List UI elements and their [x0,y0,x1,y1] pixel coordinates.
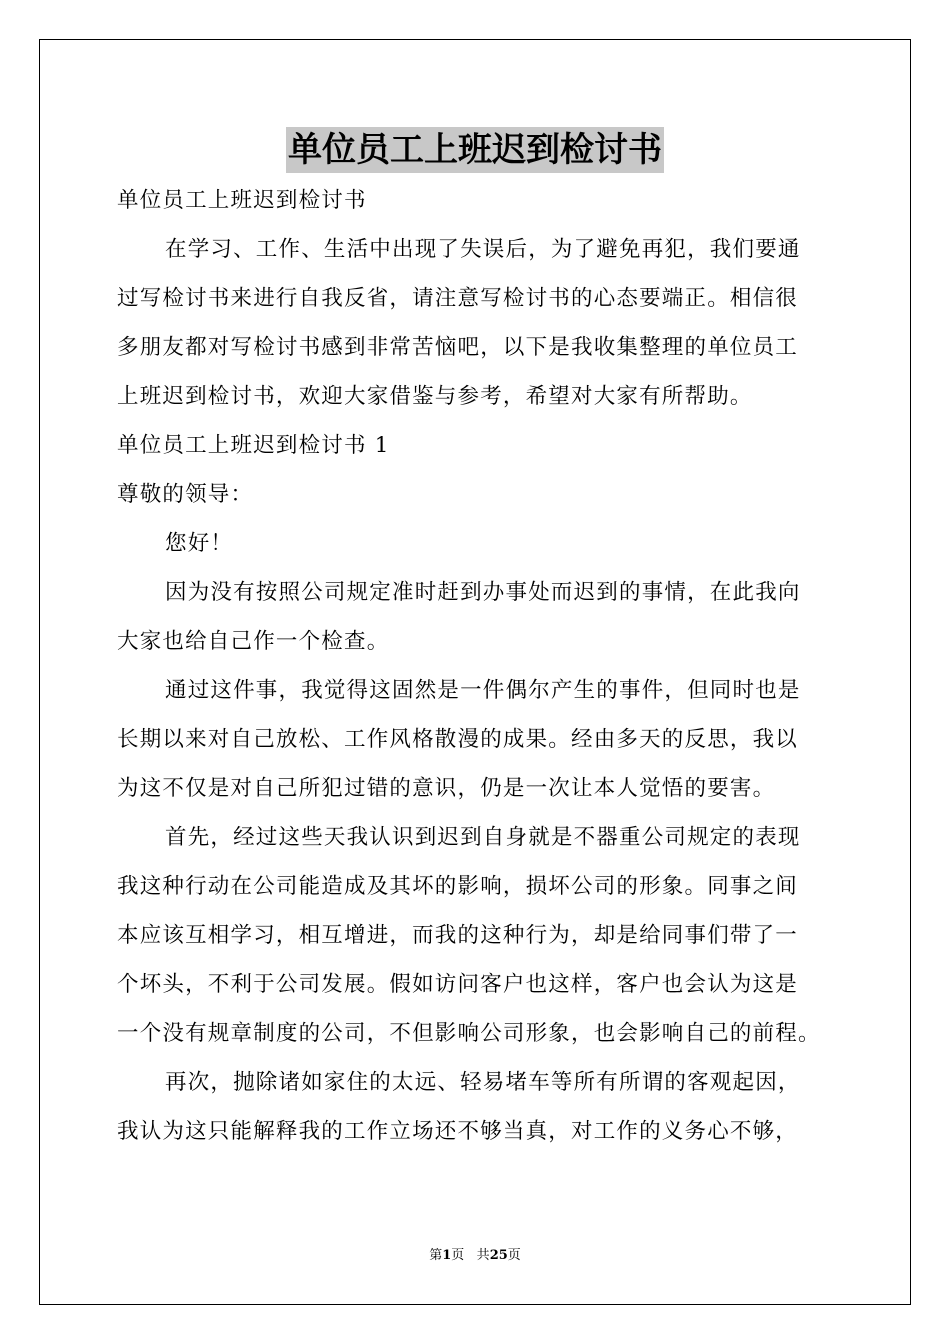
body-line: 因为没有按照公司规定准时赶到办事处而迟到的事情，在此我向 [165,580,801,605]
page-unit: 页 [451,1248,465,1263]
body-line: 本应该互相学习，相互增进，而我的这种行为，却是给同事们带了一 [117,923,799,948]
body-line: 大家也给自己作一个检查。 [117,629,390,654]
page-footer [0,1248,950,1264]
body-line: 单位员工上班迟到检讨书 [117,188,367,213]
body-line: 为这不仅是对自己所犯过错的意识，仍是一次让本人觉悟的要害。 [117,776,776,801]
body-line: 多朋友都对写检讨书感到非常苦恼吧，以下是我收集整理的单位员工 [117,335,799,360]
page-prefix: 第 [429,1248,443,1263]
salutation: 尊敬的领导： [117,482,254,507]
body-line: 首先，经过这些天我认识到迟到自身就是不器重公司规定的表现 [165,825,801,850]
body-line: 我这种行动在公司能造成及其坏的影响，损坏公司的形象。同事之间 [117,874,799,899]
body-line: 上班迟到检讨书，欢迎大家借鉴与参考，希望对大家有所帮助。 [117,384,753,409]
title-container [0,127,950,173]
total-prefix: 共 [476,1248,490,1263]
body-line: 我认为这只能解释我的工作立场还不够当真，对工作的义务心不够， [117,1119,799,1144]
body-line: 长期以来对自己放松、工作风格散漫的成果。经由多天的反思，我以 [117,727,799,752]
page-number: 1 [442,1248,452,1263]
body-line: 再次，抛除诸如家住的太远、轻易堵车等所有所谓的客观起因， [165,1070,801,1095]
document-body [117,176,837,1156]
body-line: 在学习、工作、生活中出现了失误后，为了避免再犯，我们要通 [165,237,801,262]
total-pages: 25 [489,1248,508,1263]
body-line: 通过这件事，我觉得这固然是一件偶尔产生的事件，但同时也是 [165,678,801,703]
body-line: 个坏头，不利于公司发展。假如访问客户也这样，客户也会认为这是 [117,972,799,997]
document-title: 单位员工上班迟到检讨书 [286,127,664,173]
greeting: 您好！ [165,531,234,556]
section-heading: 单位员工上班迟到检讨书 1 [117,433,390,458]
body-line: 过写检讨书来进行自我反省，请注意写检讨书的心态要端正。相信很 [117,286,799,311]
body-line: 一个没有规章制度的公司，不但影响公司形象，也会影响自己的前程。 [117,1021,821,1046]
total-unit: 页 [507,1248,521,1263]
